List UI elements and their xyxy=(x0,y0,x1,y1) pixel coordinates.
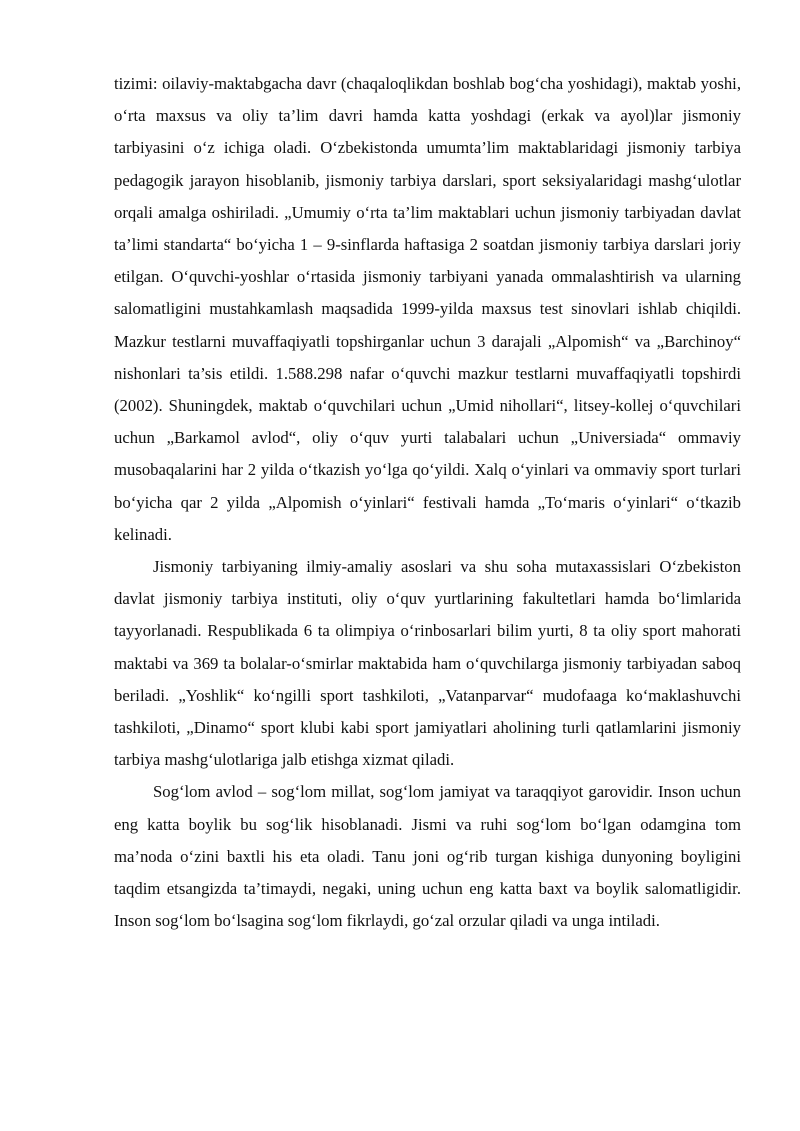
paragraph-physical-education-system: tizimi: oilaviy-maktabgacha davr (chaqaloqlikdan boshlab bog‘cha yoshidagi), maktab yoshi, o‘rta maxsus va oliy ta’lim davri hamda katta yoshdagi (erkak va ayol)lar jismoniy tarbiyasini o‘z ichiga oladi. O‘zbekistonda umumta’lim maktablaridagi jismoniy tarbiya pedagogik jarayon hisoblanib, jismoniy tarbiya darslari, sport seksiyalaridagi mashg‘ulotlar orqali amalga oshiriladi. „Umumiy o‘rta ta’lim maktablari uchun jismoniy tarbiyadan davlat ta’limi standarta“ bo‘yicha 1 – 9-sinflarda haftasiga 2 soatdan jismoniy tarbiya darslari joriy etilgan. O‘quvchi-yoshlar o‘rtasida jismoniy tarbiyani yanada ommalashtirish va ularning salomatligini mustahkamlash maqsadida 1999-yilda maxsus test sinovlari ishlab chiqildi. Mazkur testlarni muvaffaqiyatli topshirganlar uchun 3 darajali „Alpomish“ va „Barchinoy“ nishonlari ta’sis etildi. 1.588.298 nafar o‘quvchi mazkur testlarni muvaffaqiyatli topshirdi (2002). Shuningdek, maktab o‘quvchilari uchun „Umid nihollari“, litsey-kollej o‘quvchilari uchun „Barkamol avlod“, oliy o‘quv yurti talabalari uchun „Universiada“ ommaviy musobaqalarini har 2 yilda o‘tkazish yo‘lga qo‘yildi. Xalq o‘yinlari va ommaviy sport turlari bo‘yicha qar 2 yilda „Alpomish o‘yinlari“ festivali hamda „To‘maris o‘yinlari“ o‘tkazib kelinadi. xyxy=(114,74,741,544)
document-page xyxy=(114,68,741,937)
paragraph-healthy-generation: Sog‘lom avlod – sog‘lom millat, sog‘lom jamiyat va taraqqiyot garovidir. Inson uchun eng katta boylik bu sog‘lik hisoblanadi. Jismi va ruhi sog‘lom bo‘lgan odamgina tom ma’noda o‘zini baxtli his eta oladi. Tanu joni og‘rib turgan kishiga dunyoning boyligini taqdim etsangizda ta’timaydi, negaki, uning uchun eng katta baxt va boylik salomatligidir. Inson sog‘lom bo‘lsagina sog‘lom fikrlaydi, go‘zal orzular qiladi va unga intiladi. xyxy=(114,782,741,931)
paragraph-scientific-foundations: Jismoniy tarbiyaning ilmiy-amaliy asoslari va shu soha mutaxassislari O‘zbekiston davlat jismoniy tarbiya instituti, oliy o‘quv yurtlarining fakultetlari hamda bo‘limlarida tayyorlanadi. Respublikada 6 ta olimpiya o‘rinbosarlari bilim yurti, 8 ta oliy sport mahorati maktabi va 369 ta bolalar-o‘smirlar maktabida ham o‘quvchilarga jismoniy tarbiyadan saboq beriladi. „Yoshlik“ ko‘ngilli sport tashkiloti, „Vatanparvar“ mudofaaga ko‘maklashuvchi tashkiloti, „Dinamo“ sport klubi kabi sport jamiyatlari aholining turli qatlamlarini jismoniy tarbiya mashg‘ulotlariga jalb etishga xizmat qiladi. xyxy=(114,557,741,770)
